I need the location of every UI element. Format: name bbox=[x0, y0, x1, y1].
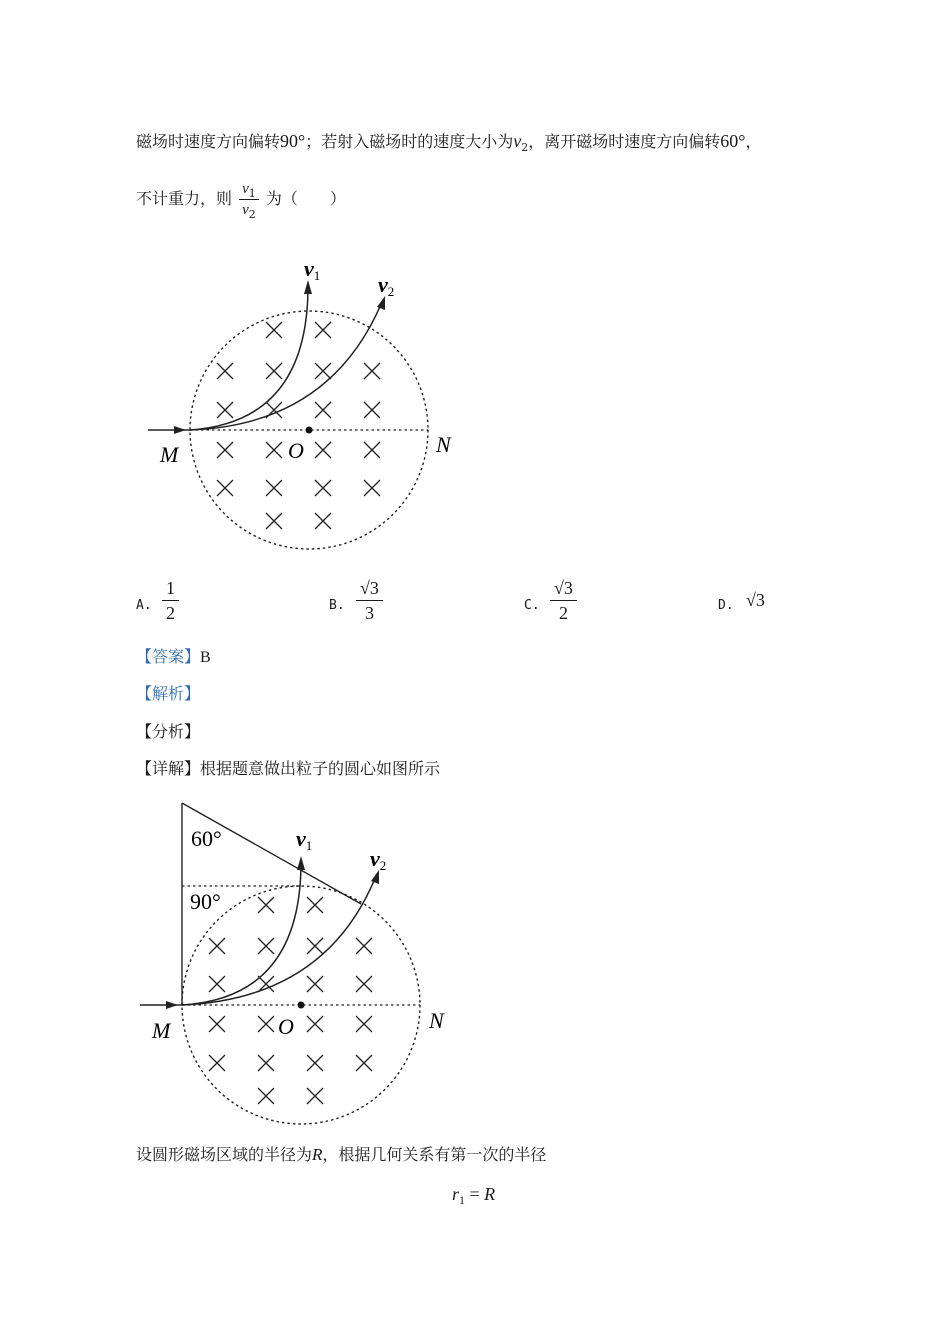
cross-icon bbox=[364, 363, 380, 379]
trajectory-v2 bbox=[190, 302, 382, 430]
setup-text: ，根据几何关系有第一次的半径 bbox=[322, 1145, 547, 1164]
cross-icon bbox=[217, 363, 233, 379]
detail-tag: 【详解】 bbox=[136, 759, 201, 778]
cross-icon bbox=[217, 480, 233, 496]
cross-icon bbox=[217, 402, 233, 418]
answer-tag: 【答案】 bbox=[136, 647, 201, 666]
label-O: O bbox=[278, 1014, 294, 1039]
fenxi-tag: 【分析】 bbox=[136, 722, 201, 741]
option-C-den: 2 bbox=[558, 603, 568, 623]
cross-icon bbox=[356, 938, 372, 954]
question-text: 磁场时速度方向偏转 bbox=[136, 132, 281, 151]
option-A-value bbox=[162, 578, 179, 623]
cross-icon bbox=[209, 1016, 225, 1032]
denominator-v: v bbox=[242, 202, 249, 218]
cross-icon bbox=[266, 363, 282, 379]
cross-icon bbox=[258, 976, 274, 992]
setup-text: 设圆形磁场区域的半径为 bbox=[136, 1145, 313, 1164]
option-A-label: A. bbox=[136, 598, 152, 613]
cross-icon bbox=[315, 322, 331, 338]
detail-line bbox=[136, 758, 440, 780]
v2-arrow-icon bbox=[377, 296, 385, 310]
cross-icon bbox=[266, 480, 282, 496]
cross-icon bbox=[266, 513, 282, 529]
eq-R: R bbox=[484, 1184, 496, 1204]
cross-icon bbox=[209, 976, 225, 992]
center-point bbox=[298, 1002, 305, 1009]
detail-text: 根据题意做出粒子的圆心如图所示 bbox=[200, 759, 441, 778]
cross-icon bbox=[356, 1016, 372, 1032]
option-C-value bbox=[550, 578, 577, 623]
cross-icon bbox=[258, 1016, 274, 1032]
numerator-v: v bbox=[242, 181, 249, 197]
option-B-den: 3 bbox=[364, 603, 374, 623]
label-v2: v2 bbox=[378, 272, 395, 299]
option-C[interactable] bbox=[524, 594, 540, 613]
fenxi-line bbox=[136, 721, 200, 743]
angle-60: 60° bbox=[720, 131, 746, 151]
label-v1: v1 bbox=[304, 256, 321, 283]
numerator-sub: 1 bbox=[248, 187, 256, 200]
analysis-tag: 【解析】 bbox=[136, 684, 201, 703]
label-M: M bbox=[160, 442, 179, 467]
question-text: ；若射入磁场时的速度大小为 bbox=[305, 132, 514, 151]
cross-icon bbox=[307, 938, 323, 954]
analysis-line bbox=[136, 683, 200, 705]
question-line-2 bbox=[136, 180, 346, 219]
options-row bbox=[136, 576, 836, 632]
R-symbol: R bbox=[312, 1145, 323, 1164]
cross-icon bbox=[315, 402, 331, 418]
eq-r: r bbox=[452, 1184, 460, 1204]
cross-icon bbox=[315, 480, 331, 496]
incoming-arrow-icon bbox=[166, 1001, 178, 1009]
cross-icon bbox=[364, 480, 380, 496]
option-C-label: C. bbox=[524, 598, 540, 613]
v1-arrow-icon bbox=[297, 856, 305, 870]
figure-1-magnetic-field bbox=[140, 250, 470, 560]
cross-icon bbox=[307, 976, 323, 992]
cross-icon bbox=[307, 897, 323, 913]
question-text: ， bbox=[745, 132, 762, 151]
label-N: N bbox=[429, 1008, 444, 1033]
label-O: O bbox=[288, 438, 304, 463]
cross-icon bbox=[266, 402, 282, 418]
option-B-value bbox=[356, 578, 383, 623]
cross-icon bbox=[315, 513, 331, 529]
label-M: M bbox=[152, 1018, 171, 1043]
option-B-num: √3 bbox=[356, 578, 383, 601]
v1-arrow-icon bbox=[304, 280, 312, 294]
cross-icon bbox=[258, 897, 274, 913]
cross-icon bbox=[307, 1055, 323, 1071]
cross-icon bbox=[209, 1055, 225, 1071]
label-v1: v1 bbox=[296, 826, 313, 853]
incoming-arrow-icon bbox=[174, 426, 186, 434]
v2-symbol: v bbox=[513, 131, 522, 151]
cross-icon bbox=[364, 402, 380, 418]
cross-icon bbox=[356, 976, 372, 992]
question-text: 为（ ） bbox=[265, 189, 346, 208]
cross-icon bbox=[364, 442, 380, 458]
center-point bbox=[306, 427, 313, 434]
trajectory-v1 bbox=[190, 286, 308, 430]
ratio-fraction bbox=[239, 180, 259, 219]
cross-icon bbox=[209, 938, 225, 954]
option-C-num: √3 bbox=[550, 578, 577, 601]
cross-icon bbox=[217, 442, 233, 458]
angle-90: 90° bbox=[280, 131, 306, 151]
question-text: ，离开磁场时速度方向偏转 bbox=[528, 132, 721, 151]
cross-icon bbox=[307, 1016, 323, 1032]
v2-arrow-icon bbox=[371, 870, 379, 884]
option-A[interactable] bbox=[136, 594, 152, 613]
question-text: 不计重力，则 bbox=[136, 189, 233, 208]
figure-2-geometry bbox=[130, 798, 470, 1138]
eq-sub: 1 bbox=[459, 1193, 466, 1207]
label-v2: v2 bbox=[370, 846, 387, 873]
label-angle-60: 60° bbox=[191, 826, 222, 851]
equation-r1 bbox=[452, 1184, 495, 1205]
option-D-label: D. bbox=[718, 598, 734, 613]
setup-line bbox=[136, 1144, 546, 1166]
question-line-1 bbox=[136, 130, 761, 155]
answer-value: B bbox=[200, 649, 211, 666]
cross-icon bbox=[307, 1088, 323, 1104]
v2-subscript: 2 bbox=[521, 141, 529, 154]
option-D-value: √3 bbox=[746, 590, 765, 610]
cross-icon bbox=[315, 363, 331, 379]
option-A-den: 2 bbox=[166, 603, 175, 623]
option-B-label: B. bbox=[329, 598, 345, 613]
denominator-sub: 2 bbox=[248, 208, 256, 221]
option-B[interactable] bbox=[329, 594, 345, 613]
cross-icon bbox=[258, 1055, 274, 1071]
trajectory-v1 bbox=[182, 862, 301, 1005]
label-angle-90: 90° bbox=[190, 889, 221, 914]
cross-icon bbox=[356, 1055, 372, 1071]
eq-sign: = bbox=[465, 1184, 485, 1204]
cross-icon bbox=[258, 938, 274, 954]
cross-icon bbox=[266, 322, 282, 338]
label-N: N bbox=[436, 432, 451, 457]
option-A-num: 1 bbox=[162, 578, 179, 601]
cross-icon bbox=[315, 442, 331, 458]
cross-icon bbox=[258, 1088, 274, 1104]
answer-line bbox=[136, 646, 211, 669]
option-D[interactable] bbox=[718, 594, 734, 613]
cross-icon bbox=[266, 442, 282, 458]
